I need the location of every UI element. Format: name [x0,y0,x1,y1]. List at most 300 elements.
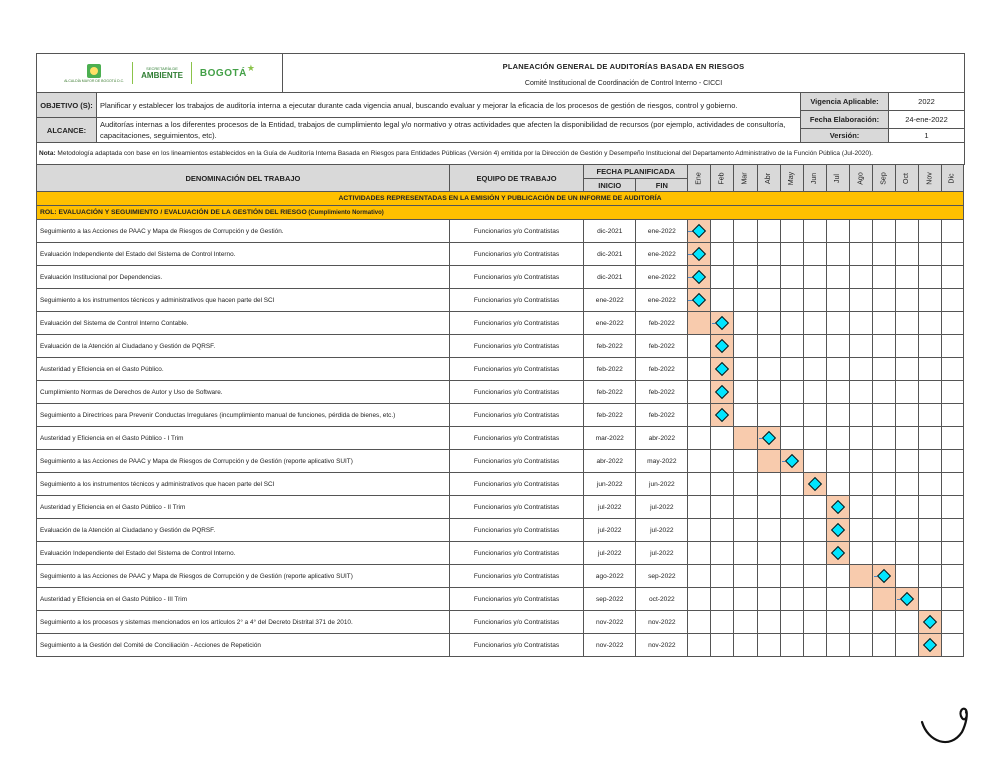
rol-suffix: (Cumplimiento Normativo) [306,210,384,216]
gantt-cell-dic [941,427,963,450]
gantt-cell-jun [803,404,826,427]
row-team: Funcionarios y/o Contratistas [449,588,583,611]
col-month-dic [941,165,963,192]
gantt-cell-jul [826,473,849,496]
gantt-cell-sep [872,634,895,657]
row-start-date: feb-2022 [584,358,636,381]
gantt-cell-dic [941,381,963,404]
table-row [37,404,964,427]
gantt-cell-jul [826,335,849,358]
fecha-elaboracion-label: Fecha Elaboración: [801,111,889,129]
row-start-date: nov-2022 [584,634,636,657]
row-start-date: ago-2022 [584,565,636,588]
gantt-cell-ene [688,634,711,657]
col-month-oct [895,165,918,192]
gantt-cell-dic [941,404,963,427]
coat-of-arms-icon [87,64,101,78]
milestone-diamond-icon [715,408,729,422]
gantt-cell-ago [849,335,872,358]
col-month-abr [757,165,780,192]
gantt-cell-jul [826,243,849,266]
col-equipo: EQUIPO DE TRABAJO [449,165,583,192]
row-end-date: feb-2022 [636,358,688,381]
gantt-cell-abr [757,312,780,335]
gantt-cell-feb [711,542,734,565]
gantt-cell-mar [734,450,757,473]
gantt-cell-may [780,243,803,266]
gantt-cell-may [780,358,803,381]
gantt-cell-feb [711,312,734,335]
gantt-cell-ene [688,381,711,404]
entity-logo [40,54,279,92]
gantt-cell-abr [757,611,780,634]
col-month-jul [826,165,849,192]
gantt-cell-ago [849,404,872,427]
row-team: Funcionarios y/o Contratistas [449,611,583,634]
row-team: Funcionarios y/o Contratistas [449,404,583,427]
version-value: 1 [889,129,965,143]
row-team: Funcionarios y/o Contratistas [449,542,583,565]
gantt-cell-nov [918,381,941,404]
gantt-cell-ago [849,473,872,496]
gantt-cell-jul [826,542,849,565]
gantt-cell-oct [895,542,918,565]
gantt-cell-nov [918,542,941,565]
gantt-cell-dic [941,450,963,473]
gantt-cell-nov [918,634,941,657]
gantt-cell-jun [803,289,826,312]
month-label: Nov [926,171,934,185]
row-end-date: feb-2022 [636,335,688,358]
month-label: Ene [695,171,703,185]
vigencia-label: Vigencia Aplicable: [801,93,889,111]
gantt-cell-oct [895,450,918,473]
nota-label: Nota: [39,150,56,157]
gantt-cell-jul [826,588,849,611]
row-start-date: dic-2021 [584,220,636,243]
row-description: Evaluación de la Atención al Ciudadano y Gestión de PQRSF. [37,519,450,542]
row-end-date: abr-2022 [636,427,688,450]
row-end-date: nov-2022 [636,634,688,657]
vigencia-value: 2022 [889,93,965,111]
gantt-cell-abr [757,266,780,289]
col-month-mar [734,165,757,192]
gantt-cell-dic [941,358,963,381]
gantt-cell-jun [803,588,826,611]
table-row [37,634,964,657]
gantt-cell-dic [941,312,963,335]
gantt-cell-feb [711,335,734,358]
gantt-cell-ene [688,312,711,335]
plan-body [37,220,964,657]
gantt-cell-abr [757,243,780,266]
alcaldia-label: ALCALDÍA MAYOR DE BOGOTÁ D.C. [64,78,125,83]
row-end-date: jul-2022 [636,519,688,542]
row-end-date: feb-2022 [636,312,688,335]
gantt-cell-ene [688,473,711,496]
milestone-diamond-icon [715,385,729,399]
col-fin: FIN [636,179,688,192]
table-row [37,473,964,496]
gantt-cell-nov [918,565,941,588]
gantt-cell-jun [803,427,826,450]
milestone-diamond-icon [923,615,937,629]
gantt-cell-abr [757,473,780,496]
gantt-cell-dic [941,542,963,565]
gantt-cell-oct [895,473,918,496]
gantt-cell-ago [849,634,872,657]
gantt-cell-jul [826,312,849,335]
row-start-date: ene-2022 [584,289,636,312]
gantt-cell-jul [826,220,849,243]
gantt-cell-oct [895,588,918,611]
row-end-date: oct-2022 [636,588,688,611]
gantt-cell-nov [918,312,941,335]
row-end-date: sep-2022 [636,565,688,588]
fecha-elaboracion-value: 24-ene-2022 [889,111,965,129]
gantt-cell-jul [826,496,849,519]
gantt-cell-oct [895,335,918,358]
gantt-cell-oct [895,634,918,657]
gantt-cell-feb [711,496,734,519]
gantt-cell-sep [872,220,895,243]
gantt-cell-may [780,335,803,358]
row-end-date: jun-2022 [636,473,688,496]
title-cell [283,54,965,93]
gantt-cell-dic [941,243,963,266]
gantt-cell-feb [711,565,734,588]
gantt-cell-sep [872,266,895,289]
gantt-cell-abr [757,450,780,473]
gantt-cell-ene [688,358,711,381]
row-description: Evaluación del Sistema de Control Interno Contable. [37,312,450,335]
gantt-cell-ene [688,427,711,450]
gantt-cell-sep [872,588,895,611]
gantt-cell-jun [803,542,826,565]
month-label: Feb [718,171,726,185]
row-team: Funcionarios y/o Contratistas [449,496,583,519]
gantt-cell-jun [803,611,826,634]
row-description: Evaluación Independiente del Estado del Sistema de Control Interno. [37,542,450,565]
gantt-cell-mar [734,243,757,266]
gantt-cell-feb [711,473,734,496]
gantt-cell-oct [895,611,918,634]
audit-plan-sheet [36,53,964,657]
gantt-cell-jul [826,358,849,381]
month-label: Oct [903,172,911,184]
row-team: Funcionarios y/o Contratistas [449,473,583,496]
milestone-diamond-icon [808,477,822,491]
gantt-cell-dic [941,565,963,588]
row-start-date: jul-2022 [584,542,636,565]
month-label: Ago [857,171,865,185]
row-end-date: ene-2022 [636,243,688,266]
gantt-cell-mar [734,289,757,312]
milestone-diamond-icon [692,224,706,238]
gantt-cell-nov [918,450,941,473]
alcance-label: ALCANCE: [37,118,97,143]
gantt-cell-dic [941,611,963,634]
table-row [37,519,964,542]
gantt-cell-jul [826,266,849,289]
gantt-cell-jul [826,611,849,634]
page-subtitle: Comité Institucional de Coordinación de Control Interno - CICCI [524,79,723,87]
gantt-cell-may [780,588,803,611]
gantt-cell-may [780,381,803,404]
gantt-cell-jun [803,450,826,473]
row-end-date: may-2022 [636,450,688,473]
objetivo-text: Planificar y establecer los trabajos de auditoría interna a ejecutar durante cada vigencia anual, buscando evaluar y mejorar la eficacia de los procesos de gestión de riesgos, control y gobierno. [97,93,801,118]
month-label: Abr [765,172,773,184]
milestone-diamond-icon [877,569,891,583]
gantt-cell-sep [872,358,895,381]
gantt-cell-jul [826,381,849,404]
bogota-logo [199,62,255,79]
gantt-cell-dic [941,496,963,519]
gantt-cell-mar [734,312,757,335]
table-row [37,289,964,312]
gantt-cell-abr [757,289,780,312]
gantt-cell-ago [849,358,872,381]
gantt-cell-dic [941,634,963,657]
month-label: May [788,171,796,185]
gantt-cell-ago [849,381,872,404]
plan-table [36,164,964,657]
gantt-cell-jun [803,243,826,266]
gantt-cell-jun [803,634,826,657]
gantt-cell-ene [688,335,711,358]
gantt-cell-dic [941,220,963,243]
milestone-diamond-icon [900,592,914,606]
row-team: Funcionarios y/o Contratistas [449,450,583,473]
row-end-date: nov-2022 [636,611,688,634]
gantt-cell-mar [734,634,757,657]
gantt-cell-jun [803,220,826,243]
gantt-cell-sep [872,542,895,565]
gantt-cell-sep [872,335,895,358]
secretaria-label: SECRETARÍA DE [146,66,178,71]
gantt-cell-ene [688,243,711,266]
gantt-cell-abr [757,427,780,450]
milestone-diamond-icon [715,362,729,376]
gantt-cell-sep [872,473,895,496]
gantt-cell-jul [826,450,849,473]
gantt-cell-nov [918,473,941,496]
gantt-cell-mar [734,611,757,634]
gantt-cell-jun [803,519,826,542]
gantt-cell-nov [918,496,941,519]
gantt-cell-oct [895,220,918,243]
gantt-cell-mar [734,358,757,381]
row-start-date: mar-2022 [584,427,636,450]
gantt-cell-sep [872,312,895,335]
row-start-date: feb-2022 [584,335,636,358]
row-start-date: feb-2022 [584,404,636,427]
info-table [36,92,965,165]
activities-band: ACTIVIDADES REPRESENTADAS EN LA EMISIÓN Y PUBLICACIÓN DE UN INFORME DE AUDITORÍA [37,192,964,206]
gantt-cell-sep [872,243,895,266]
gantt-cell-ene [688,404,711,427]
row-description: Evaluación de la Atención al Ciudadano y Gestión de PQRSF. [37,335,450,358]
row-end-date: jul-2022 [636,496,688,519]
row-end-date: ene-2022 [636,220,688,243]
gantt-cell-ene [688,519,711,542]
duration-dash-line [780,461,785,462]
gantt-cell-mar [734,335,757,358]
gantt-cell-may [780,634,803,657]
table-row [37,220,964,243]
gantt-cell-mar [734,404,757,427]
gantt-cell-jun [803,312,826,335]
gantt-cell-jun [803,473,826,496]
gantt-cell-mar [734,266,757,289]
gantt-cell-oct [895,519,918,542]
gantt-cell-oct [895,358,918,381]
col-month-ago [849,165,872,192]
row-end-date: jul-2022 [636,542,688,565]
row-description: Evaluación Institucional por Dependencias. [37,266,450,289]
gantt-cell-dic [941,519,963,542]
gantt-cell-feb [711,381,734,404]
gantt-cell-ene [688,289,711,312]
gantt-cell-jul [826,289,849,312]
gantt-cell-ago [849,289,872,312]
row-description: Austeridad y Eficiencia en el Gasto Público - III Trim [37,588,450,611]
alcaldia-logo [64,64,124,83]
gantt-cell-mar [734,496,757,519]
row-team: Funcionarios y/o Contratistas [449,266,583,289]
table-row [37,381,964,404]
milestone-diamond-icon [831,500,845,514]
gantt-cell-sep [872,611,895,634]
gantt-cell-ene [688,450,711,473]
row-description: Seguimiento a las Acciones de PAAC y Mapa de Riesgos de Corrupción y de Gestión. [37,220,450,243]
row-end-date: feb-2022 [636,404,688,427]
row-start-date: ene-2022 [584,312,636,335]
gantt-cell-jun [803,565,826,588]
table-row [37,565,964,588]
col-month-feb [711,165,734,192]
gantt-cell-ene [688,565,711,588]
table-row [37,335,964,358]
col-denominacion: DENOMINACIÓN DEL TRABAJO [37,165,450,192]
gantt-cell-sep [872,381,895,404]
gantt-cell-nov [918,335,941,358]
gantt-cell-oct [895,404,918,427]
gantt-cell-nov [918,220,941,243]
milestone-diamond-icon [692,293,706,307]
gantt-cell-oct [895,289,918,312]
gantt-cell-abr [757,588,780,611]
gantt-cell-oct [895,312,918,335]
gantt-cell-may [780,473,803,496]
milestone-diamond-icon [831,523,845,537]
gantt-cell-ago [849,542,872,565]
gantt-cell-jun [803,266,826,289]
gantt-cell-dic [941,335,963,358]
gantt-cell-ago [849,450,872,473]
row-description: Seguimiento a los instrumentos técnicos y administrativos que hacen parte del SCI [37,289,450,312]
gantt-cell-may [780,427,803,450]
gantt-cell-ene [688,588,711,611]
gantt-cell-abr [757,519,780,542]
row-description: Austeridad y Eficiencia en el Gasto Público - I Trim [37,427,450,450]
gantt-cell-feb [711,588,734,611]
gantt-cell-sep [872,519,895,542]
gantt-cell-jul [826,519,849,542]
gantt-cell-nov [918,588,941,611]
objetivo-label: OBJETIVO (S): [37,93,97,118]
col-month-sep [872,165,895,192]
row-description: Seguimiento a la Gestión del Comité de Conciliación - Acciones de Repetición [37,634,450,657]
gantt-cell-oct [895,243,918,266]
gantt-cell-abr [757,565,780,588]
table-row [37,243,964,266]
gantt-cell-jul [826,427,849,450]
month-label: Jul [834,173,842,183]
milestone-diamond-icon [923,638,937,652]
gantt-cell-sep [872,496,895,519]
star-icon: ★ [246,62,255,73]
gantt-cell-nov [918,611,941,634]
gantt-cell-nov [918,427,941,450]
gantt-cell-feb [711,427,734,450]
gantt-cell-ene [688,611,711,634]
gantt-cell-abr [757,220,780,243]
gantt-cell-may [780,220,803,243]
gantt-cell-feb [711,289,734,312]
row-start-date: sep-2022 [584,588,636,611]
rol-band [37,206,964,220]
gantt-cell-ago [849,220,872,243]
gantt-cell-sep [872,404,895,427]
col-month-ene [688,165,711,192]
row-description: Seguimiento a las Acciones de PAAC y Mapa de Riesgos de Corrupción y de Gestión (reporte aplicativo SUIT) [37,565,450,588]
gantt-cell-jun [803,358,826,381]
nota-text: Metodología adaptada con base en los lineamientos establecidos en la Guía de Auditoría Interna Basada en Riesgos para Entidades Públicas (Versión 4) emitida por la Dirección de Gestión y Desempeño Institucional del Departamento Administrativo de la Función Pública (Jul-2020). [55,150,873,157]
gantt-cell-ago [849,266,872,289]
gantt-cell-oct [895,496,918,519]
gantt-cell-ago [849,496,872,519]
version-label: Versión: [801,129,889,143]
row-start-date: dic-2021 [584,266,636,289]
row-description: Austeridad y Eficiencia en el Gasto Público - II Trim [37,496,450,519]
logo-cell [37,54,283,93]
month-label: Sep [880,171,888,185]
rol-label: ROL: EVALUACIÓN Y SEGUIMIENTO / EVALUACIÓN DE LA GESTIÓN DEL RIESGO [40,209,307,216]
gantt-cell-abr [757,496,780,519]
gantt-cell-jul [826,565,849,588]
gantt-cell-oct [895,381,918,404]
row-start-date: jul-2022 [584,496,636,519]
gantt-cell-nov [918,266,941,289]
row-description: Austeridad y Eficiencia en el Gasto Público. [37,358,450,381]
gantt-cell-may [780,266,803,289]
gantt-cell-feb [711,220,734,243]
ambiente-label: AMBIENTE [141,71,183,80]
month-label: Dic [948,172,956,184]
row-start-date: jun-2022 [584,473,636,496]
logo-divider [191,62,192,84]
milestone-diamond-icon [692,247,706,261]
logo-divider [132,62,133,84]
month-label: Mar [742,171,749,185]
gantt-cell-feb [711,519,734,542]
row-start-date: jul-2022 [584,519,636,542]
gantt-cell-mar [734,565,757,588]
row-team: Funcionarios y/o Contratistas [449,243,583,266]
row-team: Funcionarios y/o Contratistas [449,381,583,404]
